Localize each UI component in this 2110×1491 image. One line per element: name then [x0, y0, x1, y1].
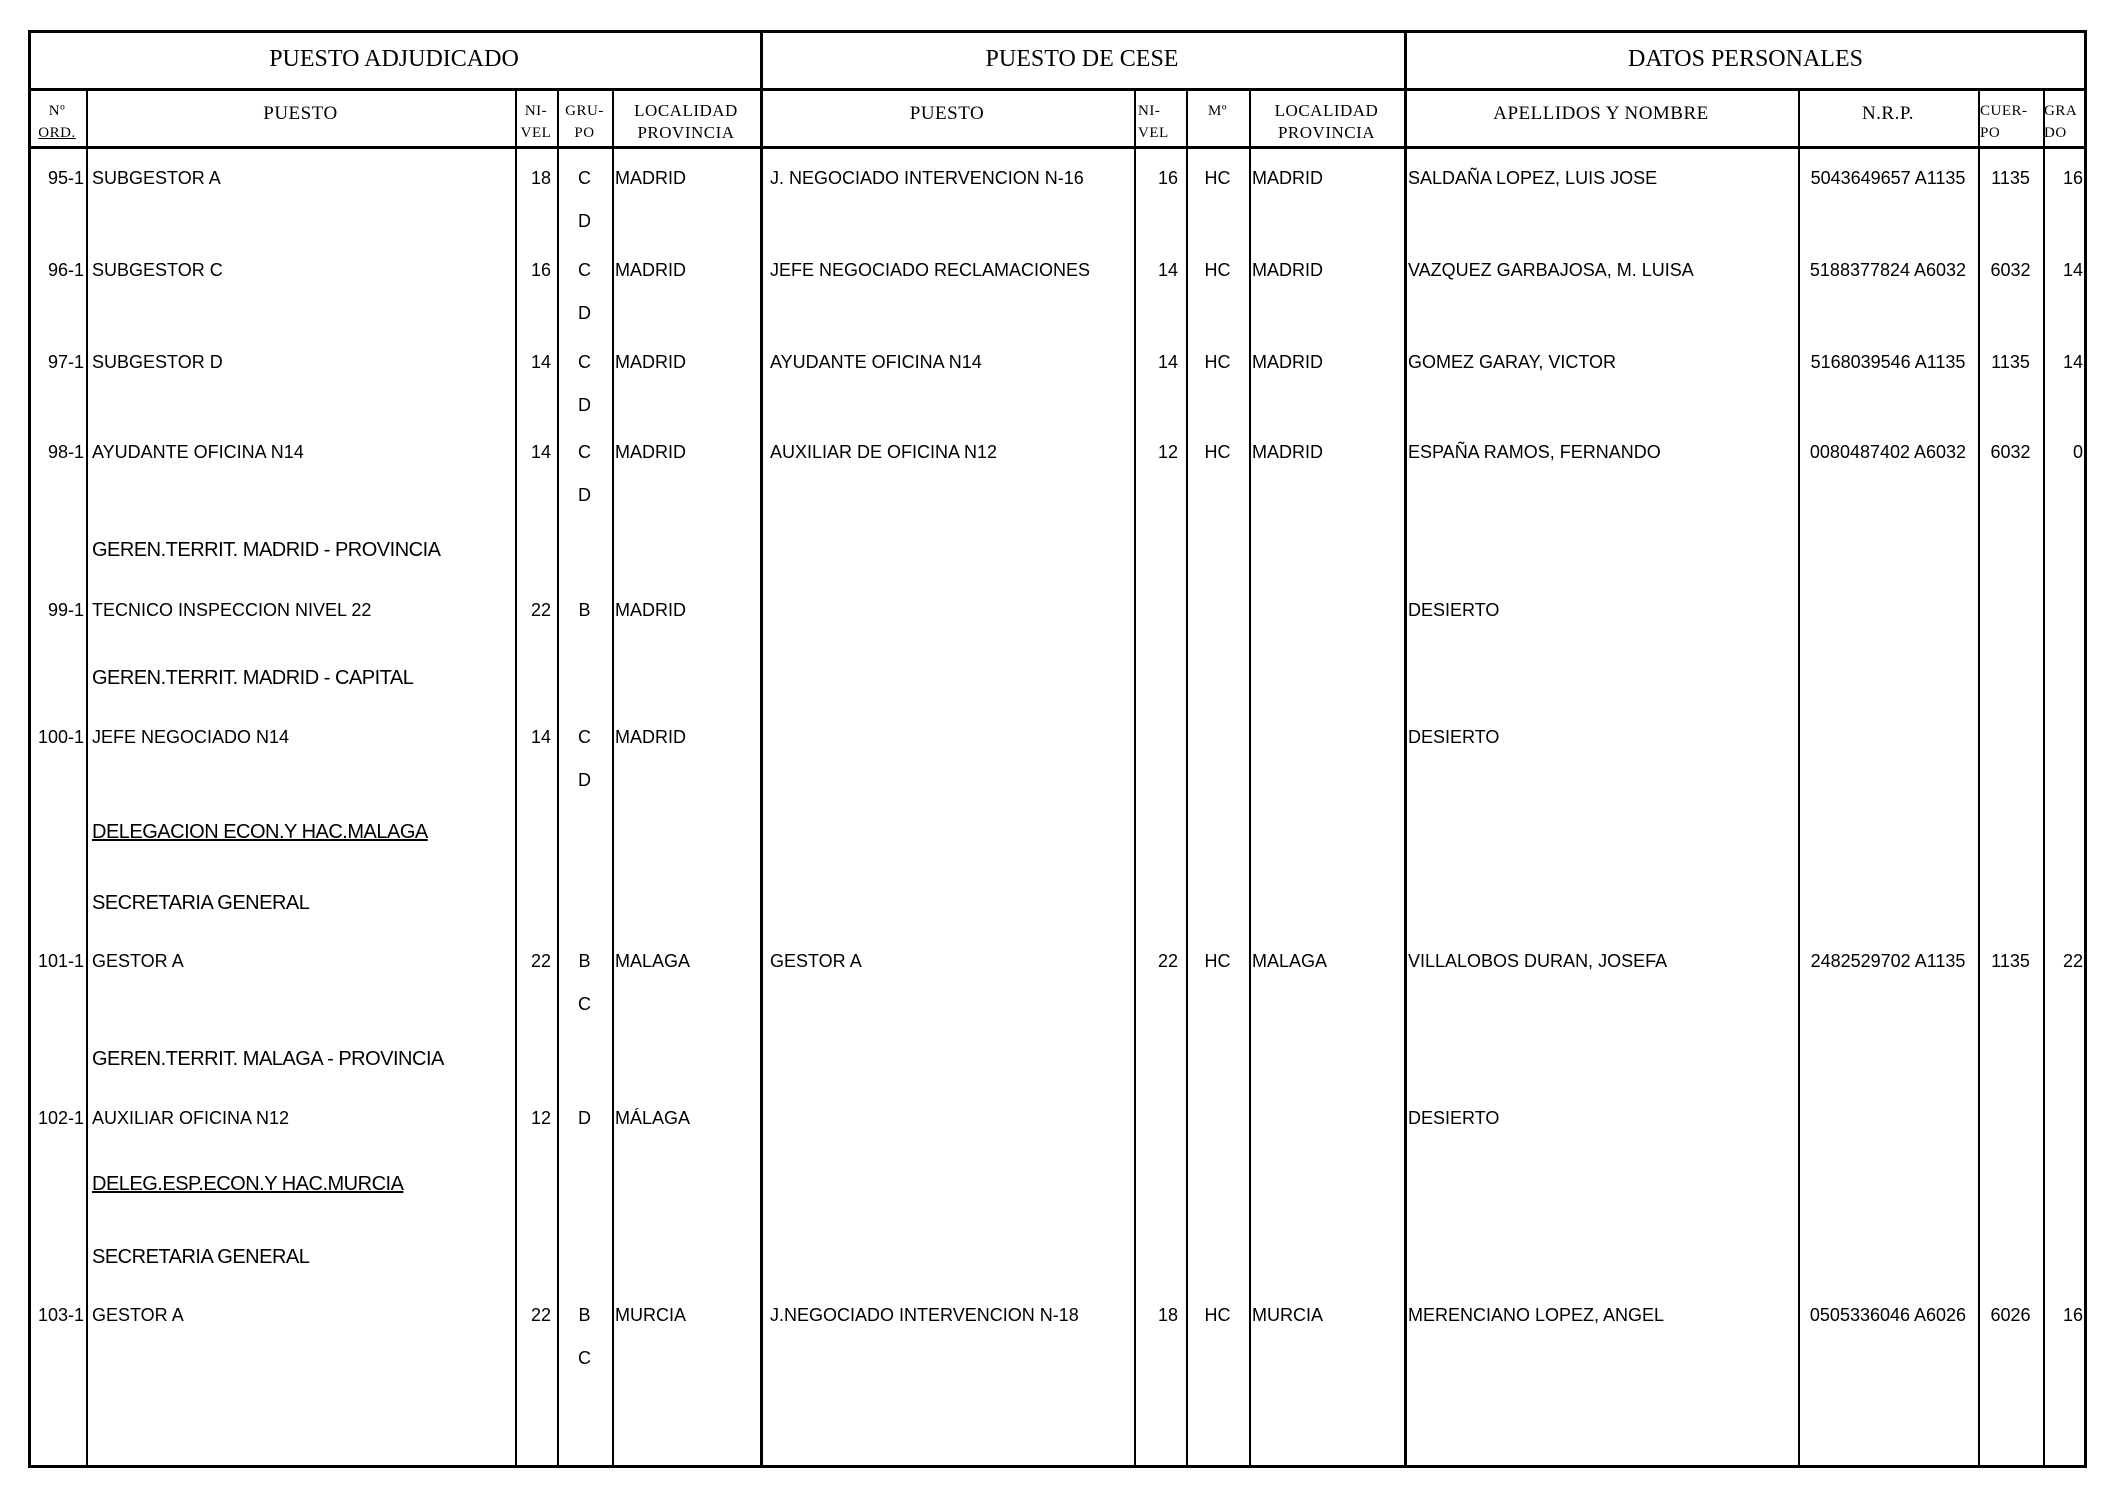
cell-grupo: C	[578, 168, 591, 188]
cell-cese-m: HC	[1204, 442, 1231, 462]
cell-nrp: 5188377824 A6032	[1809, 260, 1967, 280]
col-header-grupo: GRU- PO	[565, 103, 604, 141]
cell-puesto: AYUDANTE OFICINA N14	[92, 442, 304, 462]
cell-cese-puesto: JEFE NEGOCIADO RECLAMACIONES	[770, 260, 1091, 280]
cell-cese-nivel: 16	[1157, 168, 1178, 188]
cell-grado: 0	[2072, 442, 2083, 462]
cell-cese-nivel: 18	[1157, 1305, 1178, 1325]
cell-cese-localidad: MADRID	[1252, 352, 1323, 372]
cell-grupo: D	[578, 1108, 591, 1128]
cell-grupo: D	[578, 770, 591, 790]
grid-vline	[1249, 88, 1251, 1468]
cell-cese-m: HC	[1204, 352, 1231, 372]
cell-puesto: GESTOR A	[92, 951, 184, 971]
cell-cuerpo: 1135	[1991, 951, 2030, 971]
cell-cuerpo: 6026	[1990, 1305, 2031, 1325]
cell-localidad: MALAGA	[615, 951, 691, 971]
col-header-puesto: PUESTO	[263, 103, 338, 124]
cell-nivel: 22	[530, 951, 551, 971]
cell-cuerpo: 1135	[1991, 168, 2030, 188]
cell-cese-localidad: MURCIA	[1252, 1305, 1323, 1325]
cell-puesto: SUBGESTOR A	[92, 168, 221, 188]
col-header-nrp: N.R.P.	[1861, 103, 1915, 124]
cell-ord: 101-1	[37, 951, 84, 971]
cell-ord: 97-1	[47, 352, 84, 372]
group-header-puesto-adjudicado: PUESTO ADJUDICADO	[269, 46, 519, 72]
cell-localidad: MADRID	[615, 600, 686, 620]
grid-vline	[1186, 88, 1188, 1468]
cell-nombre: ESPAÑA RAMOS, FERNANDO	[1408, 442, 1661, 462]
section-heading: GEREN.TERRIT. MADRID - CAPITAL	[92, 667, 414, 689]
cell-localidad: MADRID	[615, 442, 686, 462]
grid-vline	[1978, 88, 1980, 1468]
cell-grupo: C	[578, 442, 591, 462]
section-heading: GEREN.TERRIT. MADRID - PROVINCIA	[92, 539, 441, 561]
cell-cuerpo: 6032	[1990, 442, 2031, 462]
cell-nivel: 22	[530, 600, 551, 620]
cell-nivel: 18	[530, 168, 551, 188]
cell-grupo: C	[578, 994, 591, 1014]
section-heading: SECRETARIA GENERAL	[92, 1246, 310, 1268]
cell-ord: 95-1	[47, 168, 84, 188]
cell-nivel: 14	[530, 442, 551, 462]
cell-cese-localidad: MALAGA	[1252, 951, 1328, 971]
cell-nivel: 14	[530, 727, 551, 747]
cell-grado: 14	[2062, 352, 2083, 372]
cell-cese-m: HC	[1204, 168, 1231, 188]
cell-cese-puesto: GESTOR A	[770, 951, 862, 971]
cell-nrp: 5043649657 A1135	[1810, 168, 1966, 188]
group-header-puesto-cese: PUESTO DE CESE	[985, 46, 1179, 72]
cell-cese-nivel: 14	[1157, 260, 1178, 280]
cell-grado: 16	[2062, 1305, 2083, 1325]
col-header-cese-m: Mº	[1208, 103, 1227, 119]
cell-nivel: 14	[530, 352, 551, 372]
cell-nrp: 2482529702 A1135	[1810, 951, 1966, 971]
cell-localidad: MADRID	[615, 260, 686, 280]
col-header-nivel: NI- VEL	[520, 103, 552, 141]
cell-ord: 96-1	[47, 260, 84, 280]
cell-cese-localidad: MADRID	[1252, 260, 1323, 280]
cell-cese-nivel: 12	[1157, 442, 1178, 462]
cell-ord: 103-1	[37, 1305, 84, 1325]
col-header-cese-puesto: PUESTO	[909, 103, 985, 124]
cell-nrp: 0505336046 A6026	[1809, 1305, 1967, 1325]
cell-nrp: 0080487402 A6032	[1809, 442, 1967, 462]
grid-vline	[2043, 88, 2045, 1468]
cell-grado: 22	[2062, 951, 2083, 971]
col-header-apellidos-nombre: APELLIDOS Y NOMBRE	[1493, 103, 1709, 124]
cell-grupo: B	[578, 951, 591, 971]
section-heading: DELEG.ESP.ECON.Y HAC.MURCIA	[92, 1173, 404, 1195]
cell-localidad: MADRID	[615, 352, 686, 372]
grid-hline	[28, 88, 2087, 91]
cell-localidad: MADRID	[615, 168, 686, 188]
cell-grupo: C	[578, 727, 591, 747]
group-header-datos-personales: DATOS PERSONALES	[1628, 46, 1863, 72]
cell-cese-puesto: AUXILIAR DE OFICINA N12	[770, 442, 998, 462]
cell-grupo: B	[578, 600, 591, 620]
cell-cese-localidad: MADRID	[1252, 442, 1323, 462]
cell-nombre: MERENCIANO LOPEZ, ANGEL	[1408, 1305, 1665, 1325]
cell-grupo: D	[578, 485, 591, 505]
cell-grupo: D	[578, 303, 591, 323]
cell-cese-m: HC	[1204, 951, 1231, 971]
cell-grupo: D	[578, 395, 591, 415]
cell-cuerpo: 1135	[1991, 352, 2030, 372]
cell-cese-puesto: J. NEGOCIADO INTERVENCION N-16	[770, 168, 1084, 188]
cell-grupo: C	[578, 352, 591, 372]
section-heading: GEREN.TERRIT. MALAGA - PROVINCIA	[92, 1048, 444, 1070]
cell-grado: 14	[2062, 260, 2083, 280]
cell-nombre: VAZQUEZ GARBAJOSA, M. LUISA	[1408, 260, 1694, 280]
cell-cese-puesto: AYUDANTE OFICINA N14	[770, 352, 982, 372]
cell-grupo: C	[578, 1348, 591, 1368]
grid-vline	[515, 88, 517, 1468]
col-header-cese-nivel: NI- VEL	[1138, 103, 1169, 141]
col-header-cese-localidad: LOCALIDAD PROVINCIA	[1274, 101, 1379, 142]
cell-cese-m: HC	[1204, 260, 1231, 280]
cell-ord: 99-1	[47, 600, 84, 620]
cell-puesto: SUBGESTOR C	[92, 260, 223, 280]
cell-cuerpo: 6032	[1990, 260, 2031, 280]
cell-ord: 102-1	[37, 1108, 84, 1128]
cell-nombre: SALDAÑA LOPEZ, LUIS JOSE	[1408, 168, 1658, 188]
cell-nombre: GOMEZ GARAY, VICTOR	[1408, 352, 1617, 372]
table-frame	[28, 30, 2087, 1468]
cell-nombre: DESIERTO	[1408, 600, 1500, 620]
cell-grupo: D	[578, 211, 591, 231]
cell-grado: 16	[2062, 168, 2083, 188]
cell-puesto: AUXILIAR OFICINA N12	[92, 1108, 290, 1128]
cell-puesto: SUBGESTOR D	[92, 352, 223, 372]
grid-vline	[612, 88, 614, 1468]
cell-nrp: 5168039546 A1135	[1810, 352, 1966, 372]
cell-puesto: GESTOR A	[92, 1305, 184, 1325]
grid-vline	[86, 88, 88, 1468]
col-header-ord: Nº ORD.	[38, 103, 76, 141]
cell-nombre: DESIERTO	[1408, 1108, 1500, 1128]
cell-puesto: TECNICO INSPECCION NIVEL 22	[92, 600, 372, 620]
col-header-cuerpo: CUER- PO	[1980, 103, 2028, 141]
cell-ord: 100-1	[37, 727, 84, 747]
section-heading: DELEGACION ECON.Y HAC.MALAGA	[92, 821, 428, 843]
grid-vline	[1798, 88, 1800, 1468]
cell-cese-localidad: MADRID	[1252, 168, 1323, 188]
grid-vline	[1404, 30, 1407, 1468]
cell-puesto: JEFE NEGOCIADO N14	[92, 727, 290, 747]
cell-cese-puesto: J.NEGOCIADO INTERVENCION N-18	[770, 1305, 1079, 1325]
grid-hline	[28, 146, 2087, 149]
cell-cese-nivel: 22	[1157, 951, 1178, 971]
col-header-localidad: LOCALIDAD PROVINCIA	[634, 101, 738, 142]
cell-localidad: MADRID	[615, 727, 686, 747]
cell-localidad: MÁLAGA	[615, 1108, 691, 1128]
cell-nivel: 22	[530, 1305, 551, 1325]
grid-vline	[760, 30, 763, 1468]
cell-localidad: MURCIA	[615, 1305, 686, 1325]
cell-cese-nivel: 14	[1157, 352, 1178, 372]
cell-nombre: DESIERTO	[1408, 727, 1500, 747]
section-heading: SECRETARIA GENERAL	[92, 892, 310, 914]
cell-ord: 98-1	[47, 442, 84, 462]
cell-grupo: B	[578, 1305, 591, 1325]
cell-grupo: C	[578, 260, 591, 280]
col-header-grado: GRA DO	[2044, 103, 2078, 141]
cell-nivel: 16	[530, 260, 551, 280]
grid-vline	[1134, 88, 1136, 1468]
cell-nombre: VILLALOBOS DURAN, JOSEFA	[1408, 951, 1668, 971]
cell-nivel: 12	[530, 1108, 551, 1128]
cell-cese-m: HC	[1204, 1305, 1231, 1325]
